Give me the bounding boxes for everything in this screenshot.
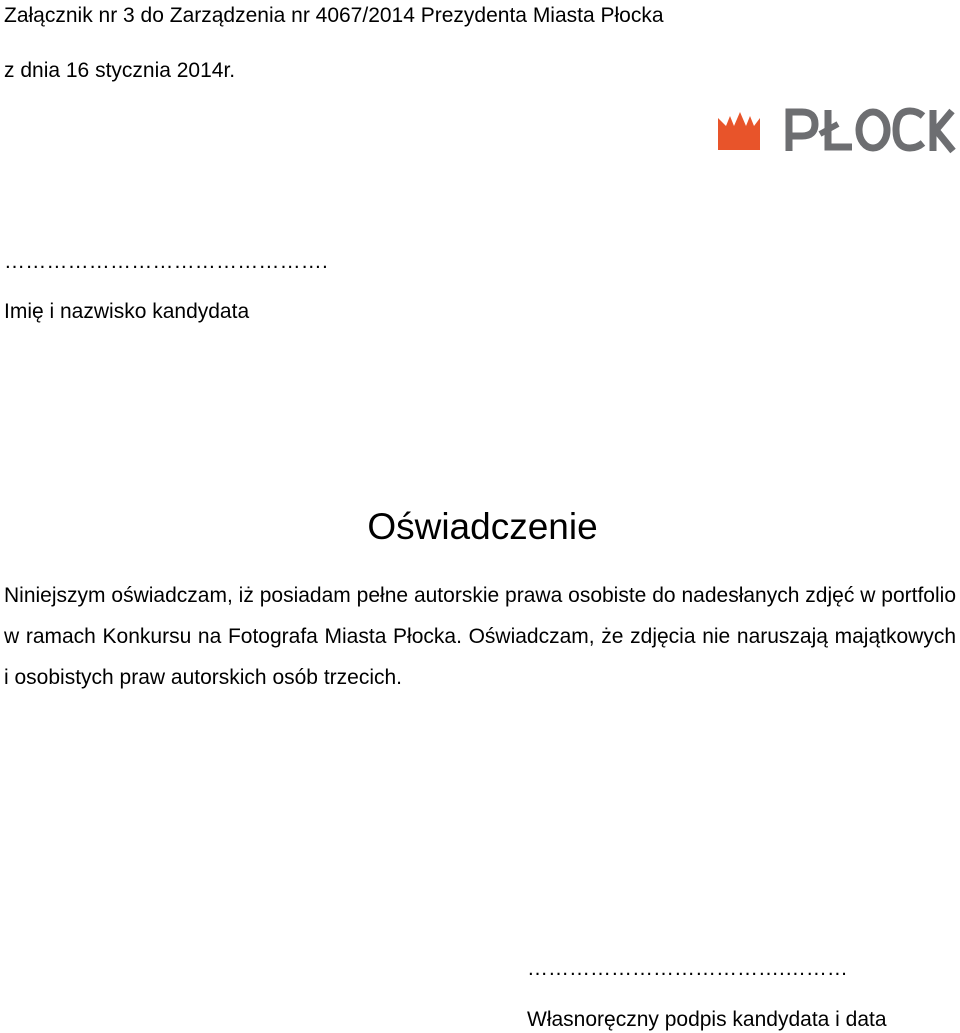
declaration-title: Oświadczenie: [367, 506, 598, 547]
header-date-line: z dnia 16 stycznia 2014r.: [4, 59, 236, 82]
candidate-name-label: Imię i nazwisko kandydata: [4, 300, 250, 323]
crown-icon: [718, 112, 760, 150]
header-annex-line: Załącznik nr 3 do Zarządzenia nr 4067/2014 Prezydenta Miasta Płocka: [4, 4, 664, 27]
signature-dotted-line: ……………………………….………: [527, 957, 848, 980]
logo-letter-k-arms: [936, 111, 953, 151]
logo-letter-c: [896, 111, 923, 148]
logo-letter-p: [789, 112, 815, 151]
candidate-name-dotted-line: ……………………………………….: [4, 250, 329, 273]
signature-label: Własnoręczny podpis kandydata i data: [527, 1008, 887, 1031]
plock-logo-graphic: [716, 104, 956, 154]
plock-logo: [716, 104, 956, 154]
logo-letter-o: [859, 112, 887, 148]
declaration-body: Niniejszym oświadczam, iż posiadam pełne autorskie prawa osobiste do nadesłanych zdjęć w portfolio w ramach Konkursu na Fotografa Miasta Płocka. Oświadczam, że zdjęcia nie naruszają majątkowych i osobistych praw autorskich osób trzecich.: [4, 584, 956, 689]
